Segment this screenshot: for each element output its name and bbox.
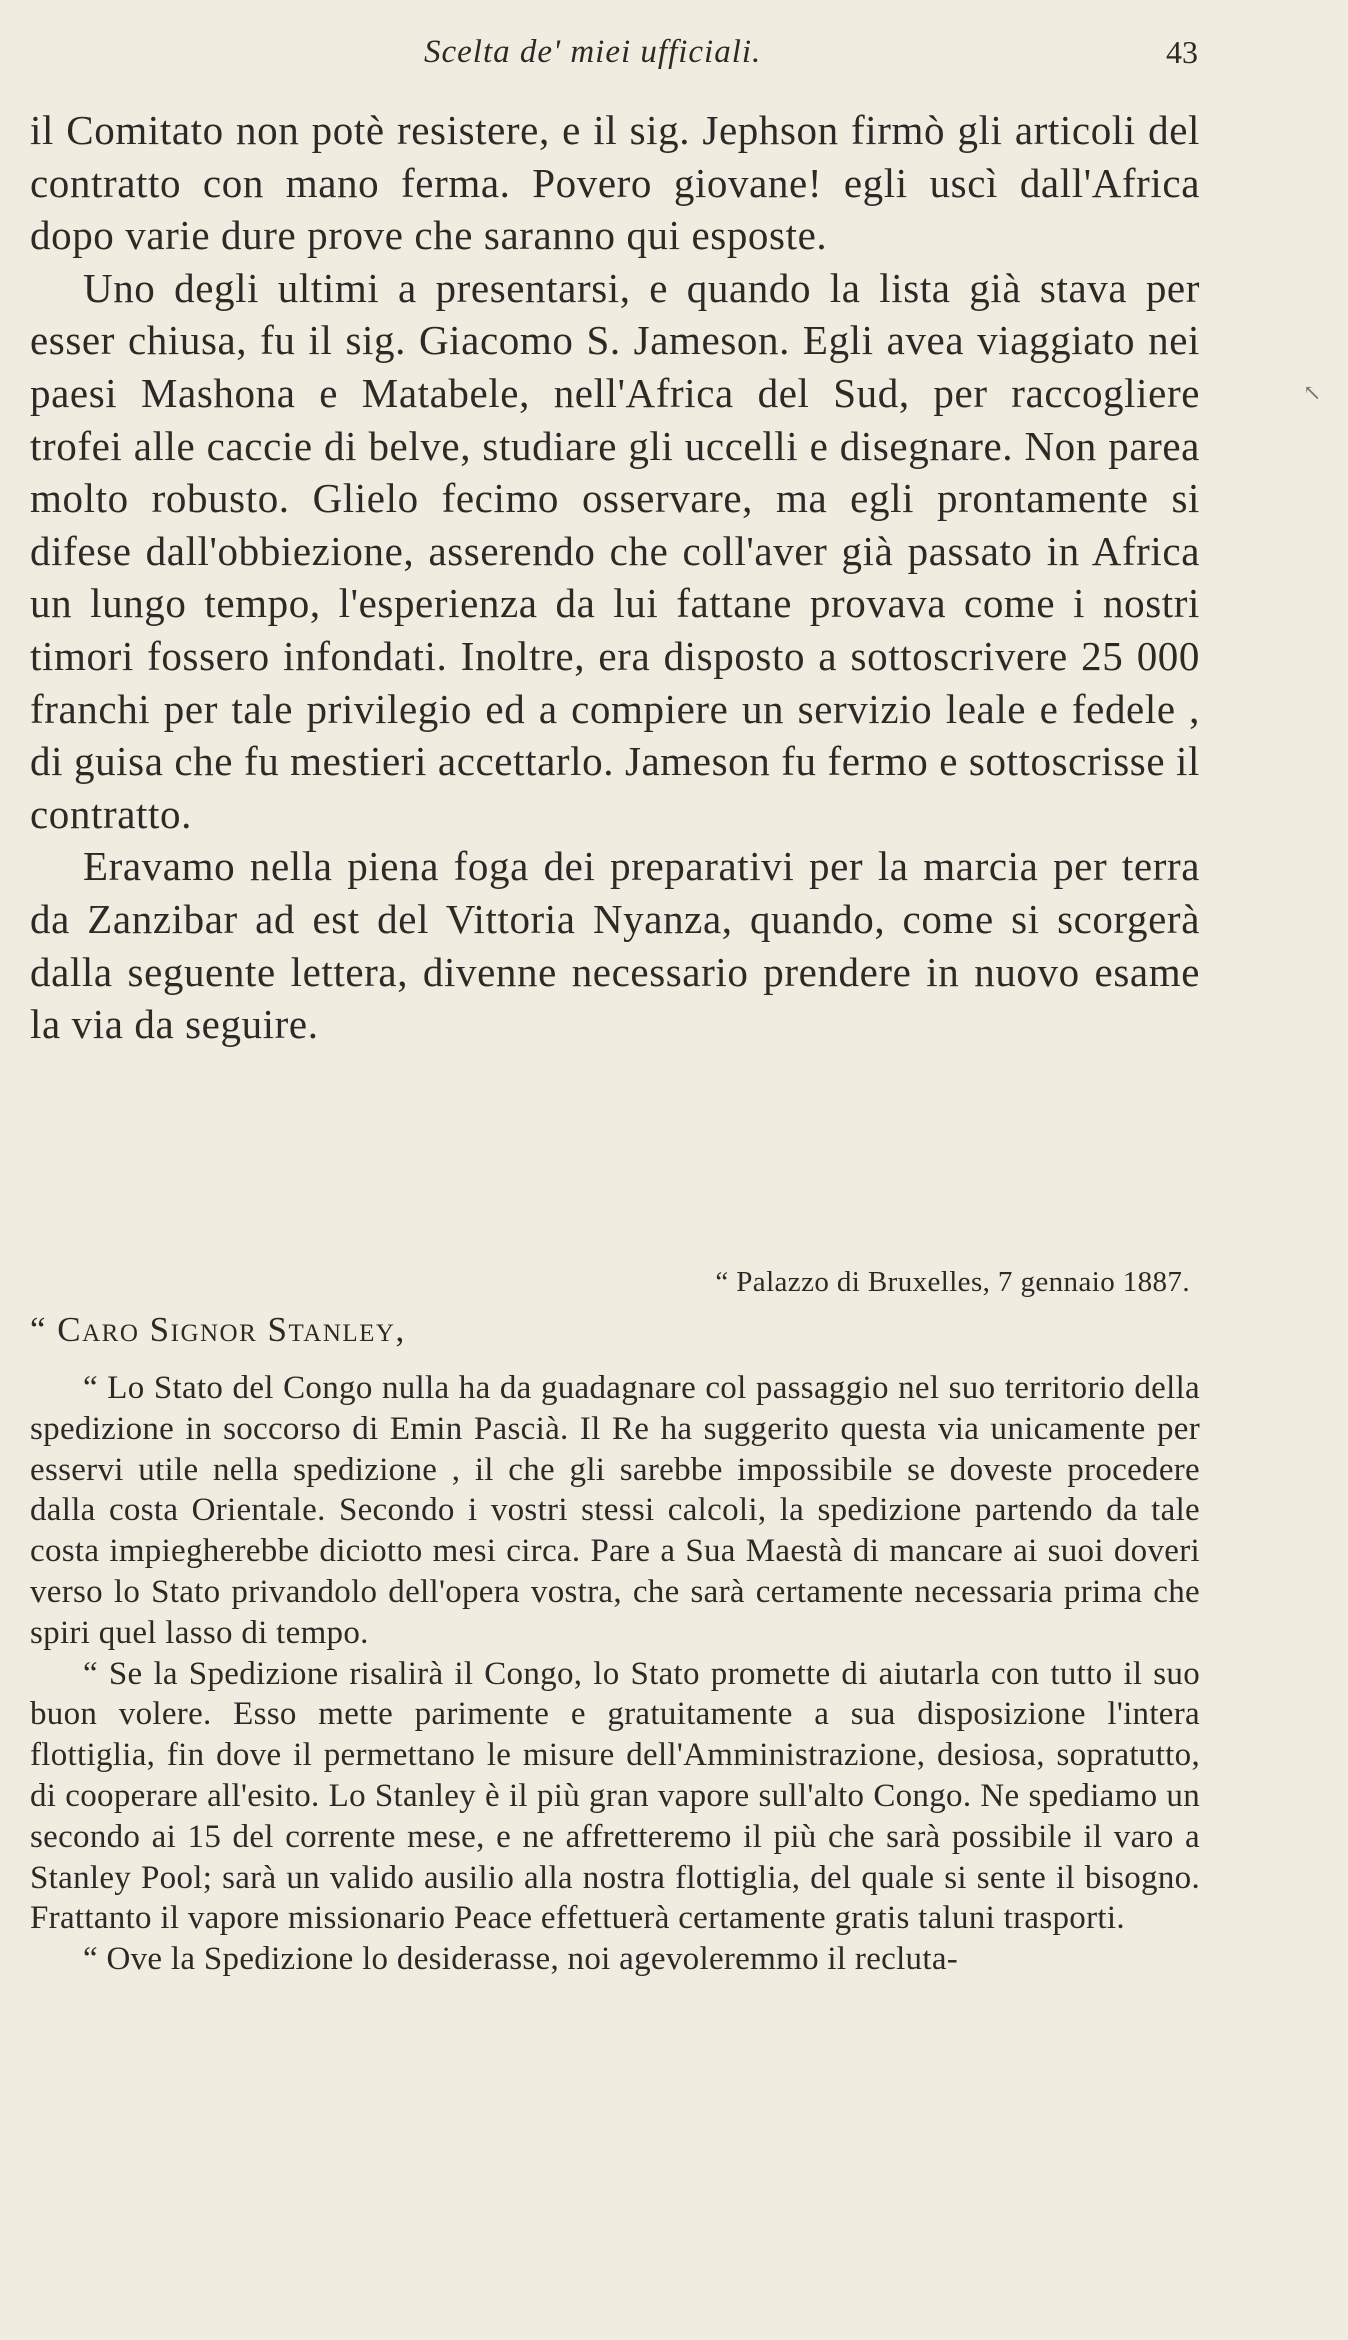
letter-paragraph: “ Lo Stato del Congo nulla ha da guadagnare col passaggio nel suo territorio della spedizione in soccorso di Emin Pascià. Il Re ha suggerito questa via unicamente per esservi utile nella spedizione , il che gli sarebbe impossibile se doveste procedere dalla costa Orientale. Secondo i vostri stessi calcoli, la spedizione partendo da tale costa impiegherebbe diciotto mesi circa. Pare a Sua Maestà di mancare ai suoi doveri verso lo Stato privandolo dell'opera vostra, che sarà certamente necessaria prima che spiri quel lasso di tempo.	[30, 1370, 1200, 1651]
running-title: Scelta de' miei ufficiali.	[424, 34, 762, 70]
margin-mark: ↖	[1303, 380, 1322, 405]
paragraph: il Comitato non potè resistere, e il sig. Jephson firmò gli articoli del contratto con mano ferma. Povero giovane! egli uscì dall'Africa dopo varie dure prove che saranno qui esposte.	[30, 107, 1200, 259]
page-number: 43	[1166, 34, 1198, 70]
paragraph: Eravamo nella piena foga dei preparativi per la marcia per terra da Zanzibar ad est del Vittoria Nyanza, quando, come si scorgerà dalla seguente lettera, divenne necessario prendere in nuovo esame la via da seguire.	[30, 843, 1200, 1048]
letter-body	[30, 1368, 1200, 1980]
page-header	[0, 34, 1348, 78]
quoted-letter	[30, 1262, 1200, 1980]
letter-salutation: “ Caro Signor Stanley,	[30, 1310, 406, 1349]
letter-dateline: “ Palazzo di Bruxelles, 7 gennaio 1887.	[715, 1266, 1190, 1298]
letter-paragraph: “ Se la Spedizione risalirà il Congo, lo Stato promette di aiutarla con tutto il suo buon volere. Esso mette parimente e gratuitamente a sua disposizione l'intera flottiglia, fin dove il permettano le misure dell'Amministrazione, desiosa, sopratutto, di cooperare all'esito. Lo Stanley è il più gran vapore sull'alto Congo. Ne spediamo un secondo ai 15 del corrente mese, e ne affretteremo il più che sarà possibile il varo a Stanley Pool; sarà un valido ausilio alla nostra flottiglia, del quale si sente il bisogno. Frattanto il vapore missionario Peace effettuerà certamente gratis taluni trasporti.	[30, 1655, 1200, 1937]
paragraph: Uno degli ultimi a presentarsi, e quando la lista già stava per esser chiusa, fu il sig. Giacomo S. Jameson. Egli avea viaggiato nei paesi Mashona e Matabele, nell'Africa del Sud, per raccogliere trofei alle caccie di belve, studiare gli uccelli e disegnare. Non parea molto robusto. Glielo fecimo osservare, ma egli prontamente si difese dall'obbiezione, asserendo che coll'aver già passato in Africa un lungo tempo, l'esperienza da lui fattane provava come i nostri timori fossero infondati. Inoltre, era disposto a sottoscrivere 25 000 franchi per tale privilegio ed a compiere un servizio leale e fedele , di guisa che fu mestieri accettarlo. Jameson fu fermo e sottoscrisse il contratto.	[30, 264, 1200, 837]
main-text	[30, 104, 1200, 1051]
letter-paragraph: “ Ove la Spedizione lo desiderasse, noi agevoleremmo il recluta-	[83, 1941, 959, 1978]
